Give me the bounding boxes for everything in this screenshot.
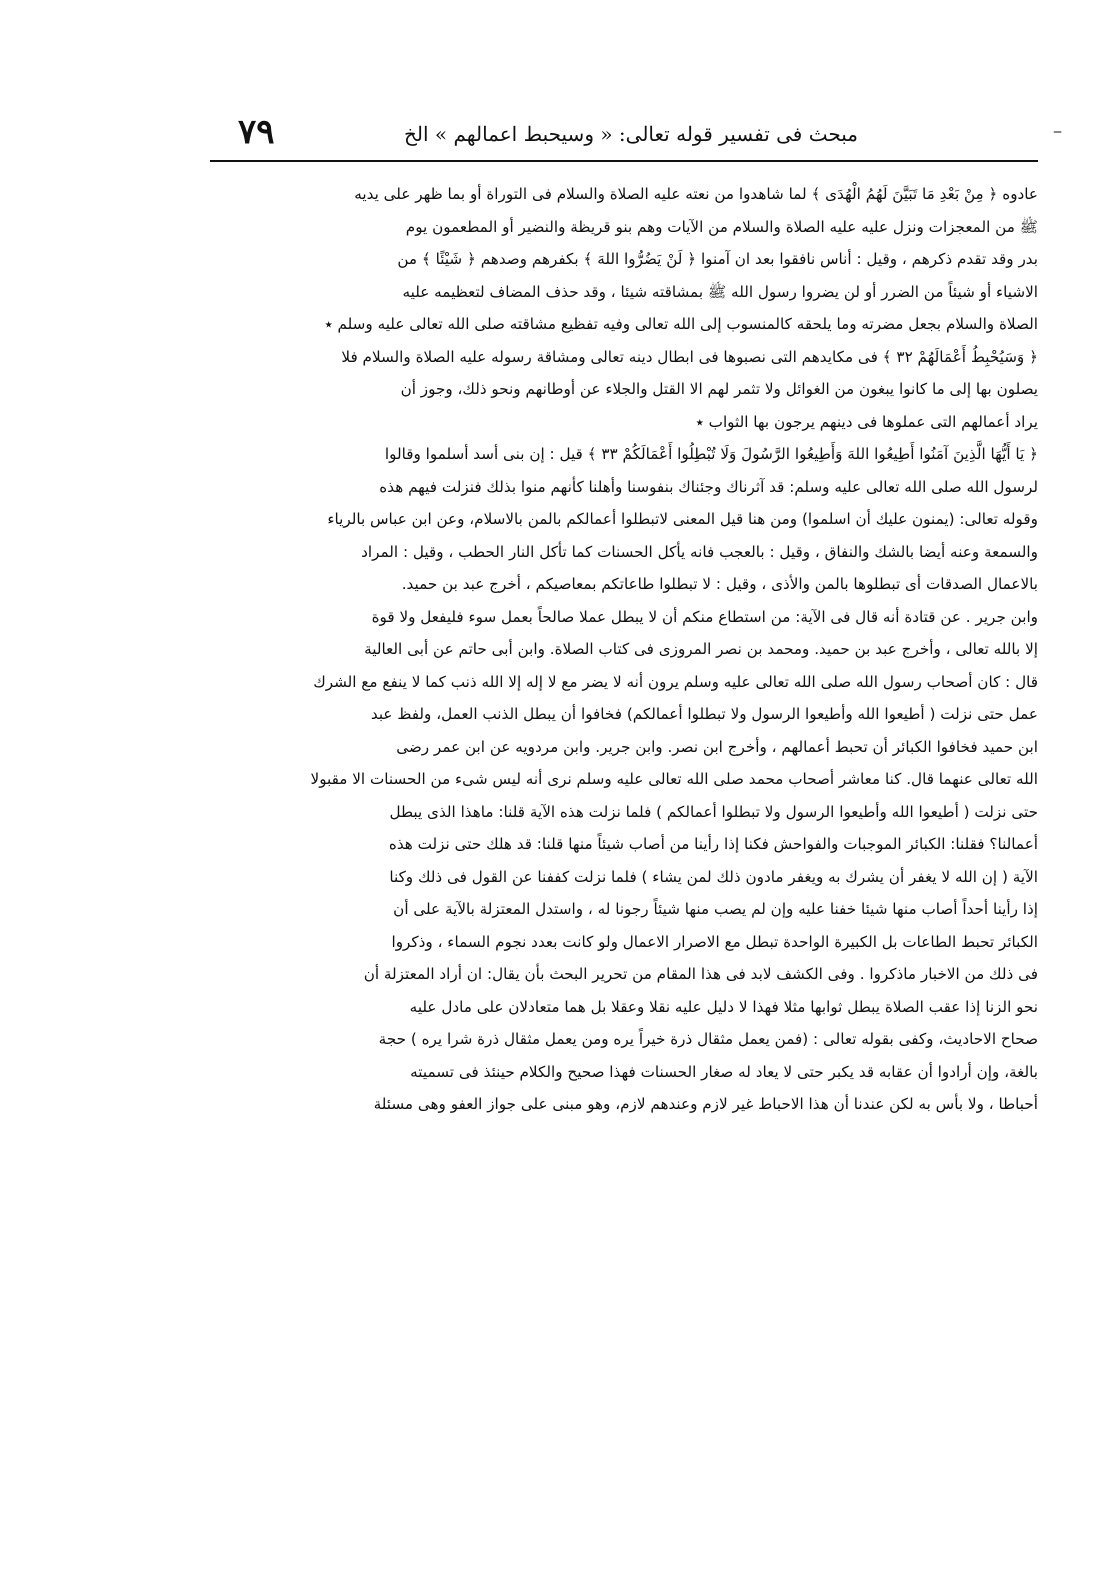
text-line: يراد أعمالهم التى عملوها فى دينهم يرجون بها الثواب ٭ [695, 412, 1038, 431]
text-line: أعمالنا؟ فقلنا: الكبائر الموجبات والفواحش فكنا إذا رأينا من أصاب شيئاً منها قلنا: قد هلك حتى نزلت هذه [388, 835, 1038, 853]
text-line: الكبائر تحبط الطاعات بل الكبيرة الواحدة تبطل مع الاصرار الاعمال ولو كانت بعدد نجوم السماء ، وذكروا [391, 932, 1038, 951]
text-line: أحباطا ، ولا بأس به لكن عندنا أن هذا الاحباط غير لازم وعندهم لازم، وهو مبنى على جواز العفو وهى مسئلة [373, 1095, 1038, 1113]
text-line: عادوه ﴿ مِنْ بَعْدِ مَا تَبَيَّنَ لَهُمُ الْهُدَى ﴾ لما شاهدوا من نعته عليه الصلاة والسلام فى التوراة أو بما ظهر على يديه [354, 185, 1038, 203]
text-line: والسمعة وعنه أيضا بالشك والنفاق ، وقيل : بالعجب فانه يأكل الحسنات كما تأكل النار الحطب ، وقيل : المراد [361, 542, 1038, 561]
text-line: بدر وقد تقدم ذكرهم ، وقيل : أناس نافقوا بعد ان آمنوا ﴿ لَنْ يَضُرُّوا اللهَ ﴾ بكفرهم وصدهم ﴿ شَيْئًا ﴾ من [397, 250, 1038, 268]
text-line: بالاعمال الصدقات أى تبطلوها بالمن والأذى ، وقيل : لا تبطلوا طاعاتكم بمعاصيكم ، أخرج عبد بن حميد. [401, 575, 1038, 593]
text-line: نحو الزنا إذا عقب الصلاة يبطل ثوابها مثلا فهذا لا دليل عليه نقلا وعقلا بل هما متعادلان على مادل عليه [409, 997, 1038, 1016]
text-line: فى ذلك من الاخبار ماذكروا . وفى الكشف لابد فى هذا المقام من تحرير البحث بأن يقال: ان أراد المعتزلة أن [363, 965, 1038, 983]
text-line: إذا رأينا أحداً أصاب منها شيئا خفنا عليه وإن لم يصب منها شيئاً رجونا له ، واستدل المعتزلة بالآية على أن [393, 900, 1038, 918]
text-line: ﴿ يَا أَيُّهَا الَّذِينَ آمَنُوا أَطِيعُوا اللهَ وَأَطِيعُوا الرَّسُولَ وَلَا تُبْطِلُوا أَعْمَالَكُمْ ٣٣ ﴾ قيل : إن بنى أسد أسلموا وقالوا [384, 445, 1038, 463]
page-body [208, 178, 1038, 1121]
text-line: يصلون بها إلى ما كانوا يبغون من الغوائل ولا تثمر لهم الا القتل والجلاء عن أوطانهم ونحو ذلك، وجوز أن [400, 380, 1038, 398]
text-line: لرسول الله صلى الله تعالى عليه وسلم: قد آثرناك وجئناك بنفوسنا وأهلنا كأنهم منوا بذلك فنزلت فيهم هذه [379, 477, 1038, 496]
text-line: وقوله تعالى: (يمنون عليك أن اسلموا) ومن هنا قيل المعنى لاتبطلوا أعمالكم بالمن بالاسلام، وعن ابن عباس بالرياء [327, 510, 1038, 528]
text-line: عمل حتى نزلت ( أطيعوا الله وأطيعوا الرسول ولا تبطلوا أعمالكم) فخافوا أن يبطل الذنب العمل، ولفظ عبد [370, 705, 1038, 723]
running-title: مبحث فى تفسير قوله تعالى: « وسيحبط اعمالهم » الخ [403, 122, 858, 146]
text-line: إلا بالله تعالى ، وأخرج عبد بن حميد. ومحمد بن نصر المروزى فى كتاب الصلاة. وابن أبى حاتم عن أبى العالية [364, 640, 1038, 658]
page-number: ٧٩ [238, 112, 275, 152]
text-line: الصلاة والسلام بجعل مضرته وما يلحقه كالمنسوب إلى الله تعالى وفيه تفظيع مشاقته صلى الله تعالى عليه وسلم ٭ [324, 315, 1038, 333]
text-line: قال : كان أصحاب رسول الله صلى الله تعالى عليه وسلم يرون أنه لا يضر مع لا إله إلا الله ذنب كما لا ينفع مع الشرك [313, 672, 1038, 691]
text-line: الله تعالى عنهما قال. كنا معاشر أصحاب محمد صلى الله تعالى عليه وسلم نرى أنه ليس شىء من الحسنات الا مقبولا [310, 770, 1038, 788]
text-line: وابن جرير . عن قتادة أنه قال فى الآية: من استطاع منكم أن لا يبطل عملا صالحاً بعمل سوء فليفعل ولا قوة [371, 607, 1038, 626]
margin-dash: ‒ [1053, 124, 1062, 140]
header-rule [210, 160, 1038, 162]
text-line: ﷺ من المعجزات ونزل عليه عليه الصلاة والسلام من الآيات وهم بنو قريظة والنضير أو المطعمون يوم [405, 217, 1038, 236]
text-line: صحاح الاحاديث، وكفى بقوله تعالى : (فمن يعمل مثقال ذرة خيراً يره ومن يعمل مثقال ذرة شرا يره ) حجة [378, 1030, 1038, 1048]
text-line: الآية ( إن الله لا يغفر أن يشرك به ويغفر مادون ذلك لمن يشاء ) فلما نزلت كففنا عن القول فى ذلك وكنا [389, 867, 1038, 886]
text-line: بالغة، وإن أرادوا أن عقابه قد يكبر حتى لا يعاد له صغار الحسنات فهذا صحيح والكلام حينئذ فى تسميته [410, 1062, 1038, 1081]
text-line: الاشياء أو شيئاً من الضرر أو لن يضروا رسول الله ﷺ بمشاقته شيئا ، وقد حذف المضاف لتعظيمه عليه [402, 282, 1038, 301]
text-line: حتى نزلت ( أطيعوا الله وأطيعوا الرسول ولا تبطلوا أعمالكم ) فلما نزلت هذه الآية قلنا: ماهذا الذى يبطل [389, 802, 1038, 821]
text-line: ﴿ وَسَيُحْبِطُ أَعْمَالَهُمْ ٣٢ ﴾ فى مكايدهم التى نصبوها فى ابطال دينه تعالى ومشاقة رسوله عليه الصلاة والسلام فلا [341, 347, 1038, 366]
text-line: ابن حميد فخافوا الكبائر أن تحبط أعمالهم ، وأخرج ابن نصر. وابن جرير. وابن مردويه عن ابن عمر رضى [396, 737, 1038, 756]
page-header [210, 110, 1038, 158]
